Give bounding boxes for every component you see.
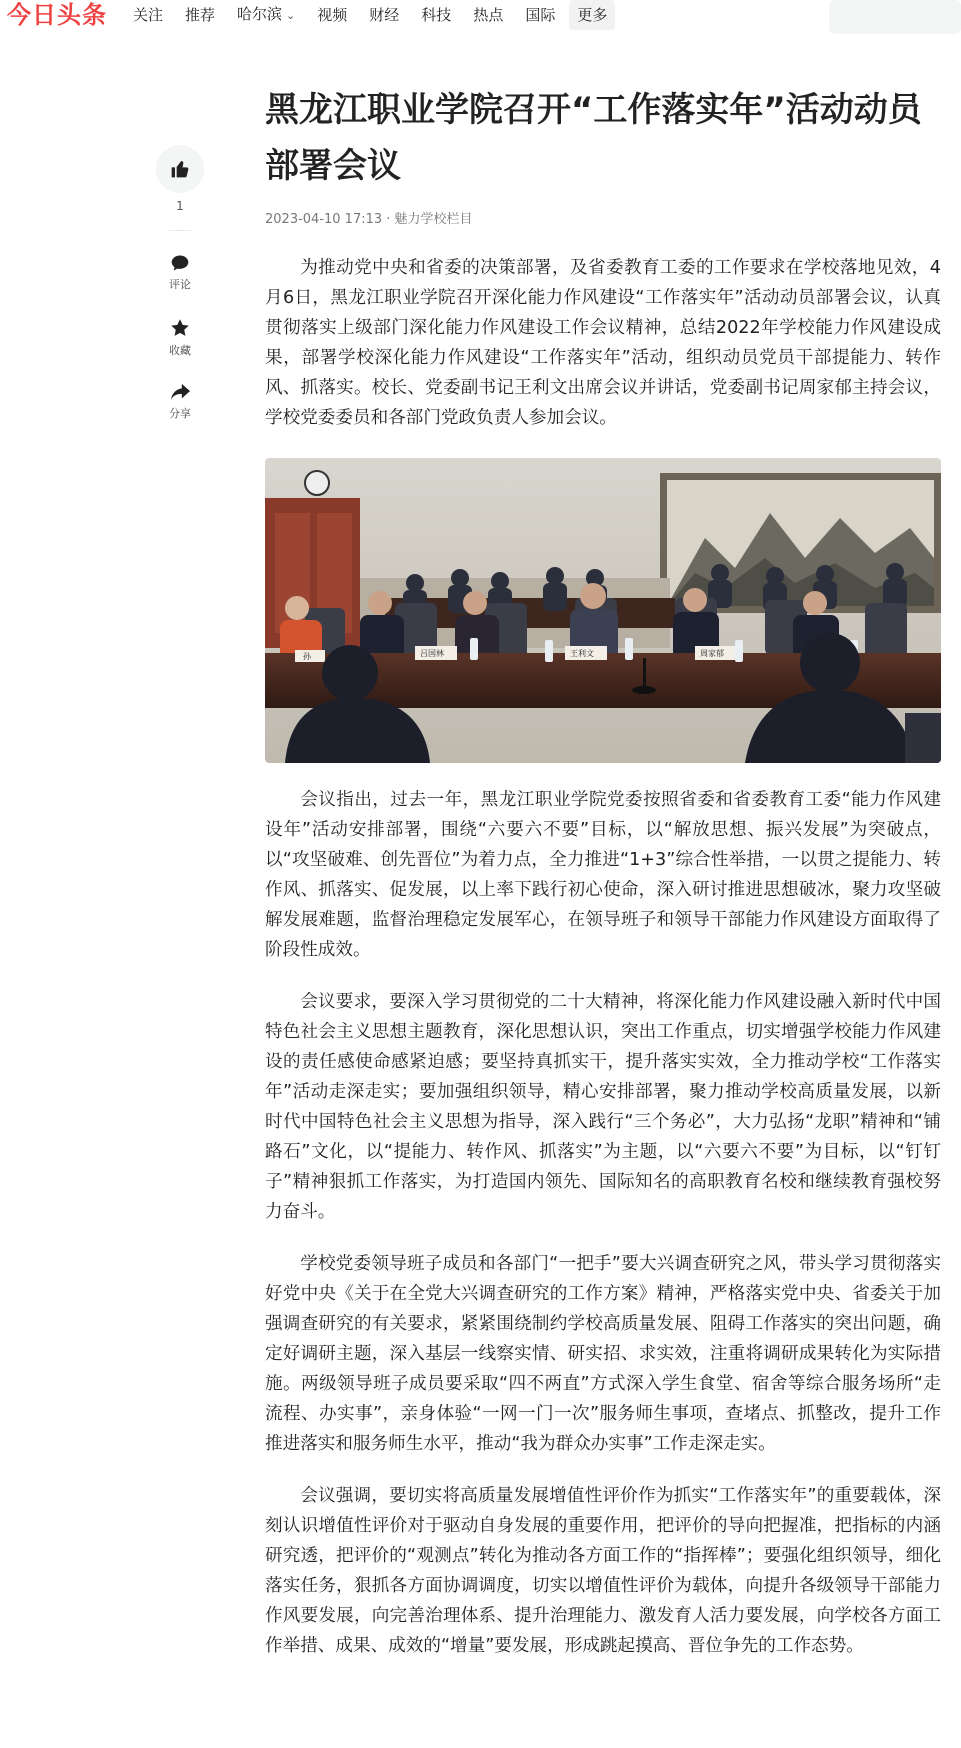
comment-button[interactable] <box>152 253 208 292</box>
nav-item-world[interactable]: 国际 <box>525 6 556 24</box>
article-paragraph: 会议指出，过去一年，黑龙江职业学院党委按照省委和省委教育工委“能力作风建设年”活动安排部署，围绕“六要六不要”目标，以“解放思想、振兴发展”为突破点，以“攻坚破难、创先晋位”为着力点，全力推进“1+3”综合性举措，一以贯之提能力、转作风、抓落实、促发展，以上率下践行初心使命，深入研讨推进思想破冰，聚力攻坚破解发展难题，监督治理稳定发展军心，在领导班子和领导干部能力作风建设方面取得了阶段性成效。 <box>265 790 941 960</box>
star-icon <box>169 317 191 339</box>
comment-icon <box>170 253 190 273</box>
article-title: 黑龙江职业学院召开“工作落实年”活动动员部署会议 <box>265 90 922 186</box>
meeting-photo-illustration <box>265 458 941 763</box>
name-card-2: 王利文 <box>570 649 594 658</box>
channel-nav <box>133 0 637 30</box>
nav-item-recommend[interactable]: 推荐 <box>185 6 216 24</box>
name-card-5: 孙 <box>303 652 311 661</box>
nav-item-video[interactable]: 视频 <box>317 6 348 24</box>
site-logo[interactable]: 今日头条 <box>7 1 107 29</box>
like-count: 1 <box>176 199 184 213</box>
favorite-label: 收藏 <box>169 344 191 357</box>
rail-divider <box>169 230 191 231</box>
nav-item-follow[interactable]: 关注 <box>133 6 164 24</box>
search-input[interactable] <box>829 0 961 34</box>
share-label: 分享 <box>169 407 191 420</box>
article-paragraph: 会议强调，要切实将高质量发展增值性评价作为抓实“工作落实年”的重要载体，深刻认识增值性评价对于驱动自身发展的重要作用，把评价的导向把握准，把指标的内涵研究透，把评价的“观测点”转化为推动各方面工作的“指挥棒”；要强化组织领导，细化落实任务，狠抓各方面协调调度，切实以增值性评价为载体，向提升各级领导干部能力作风要发展，向完善治理体系、提升治理能力、激发育人活力要发展，向学校各方面工作举措、成果、成效的“增量”要发展，形成跳起摸高、晋位争先的工作态势。 <box>265 1486 941 1656</box>
nav-item-hot[interactable]: 热点 <box>473 6 504 24</box>
nav-item-finance[interactable]: 财经 <box>369 6 400 24</box>
chevron-down-icon: ⌄ <box>286 9 296 22</box>
meeting-photo[interactable] <box>265 458 941 763</box>
article-paragraph: 学校党委领导班子成员和各部门“一把手”要大兴调查研究之风，带头学习贯彻落实好党中央《关于在全党大兴调查研究的工作方案》精神，严格落实党中央、省委关于加强调查研究的有关要求，紧紧围绕制约学校高质量发展、阻碍工作落实的突出问题，确定好调研主题，深入基层一线察实情、研实招、求实效，注重将调研成果转化为实际措施。两级领导班子成员要采取“四不两直”方式深入学生食堂、宿舍等综合服务场所“走流程、办实事”，亲身体验“一网一门一次”服务师生事项，查堵点、抓整改，提升工作推进落实和服务师生水平，推动“我为群众办实事”工作走深走实。 <box>265 1254 941 1454</box>
name-card-1: 吕国林 <box>420 649 444 658</box>
nav-item-tech[interactable]: 科技 <box>421 6 452 24</box>
top-nav-bar <box>0 0 961 32</box>
comment-label: 评论 <box>169 278 191 291</box>
nav-item-more[interactable]: 更多 <box>569 0 615 30</box>
name-card-3: 周家郁 <box>700 649 724 658</box>
thumbs-up-icon <box>170 159 190 179</box>
favorite-button[interactable] <box>152 317 208 358</box>
share-icon <box>169 382 191 402</box>
like-button[interactable] <box>156 145 204 193</box>
nav-item-city-label: 哈尔滨 <box>237 5 283 23</box>
article-paragraph: 会议要求，要深入学习贯彻党的二十大精神，将深化能力作风建设融入新时代中国特色社会主义思想主题教育，深化思想认识，突出工作重点，切实增强学校能力作风建设的责任感使命感紧迫感；要坚持真抓实干，提升落实实效，全力推动学校“工作落实年”活动走深走实；要加强组织领导，精心安排部署，聚力推动学校高质量发展，以新时代中国特色社会主义思想为指导，深入践行“三个务必”，大力弘扬“龙职”精神和“铺路石”文化，以“提能力、转作风、抓落实”为主题，以“六要六不要”为目标，以“钉钉子”精神狠抓工作落实，为打造国内领先、国际知名的高职教育名校和继续教育强校努力奋斗。 <box>265 992 941 1222</box>
share-button[interactable] <box>152 382 208 421</box>
article-meta: 2023-04-10 17:13 · 魅力学校栏目 <box>265 212 473 227</box>
article <box>265 82 941 1661</box>
article-paragraph: 为推动党中央和省委的决策部署，及省委教育工委的工作要求在学校落地见效，4月6日，黑龙江职业学院召开深化能力作风建设“工作落实年”活动动员部署会议，认真贯彻落实上级部门深化能力作风建设工作会议精神，总结2022年学校能力作风建设成果，部署学校深化能力作风建设“工作落实年”活动，组织动员党员干部提能力、转作风、抓落实。校长、党委副书记王利文出席会议并讲话，党委副书记周家郁主持会议，学校党委委员和各部门党政负责人参加会议。 <box>265 258 941 428</box>
nav-item-city[interactable] <box>237 0 295 31</box>
